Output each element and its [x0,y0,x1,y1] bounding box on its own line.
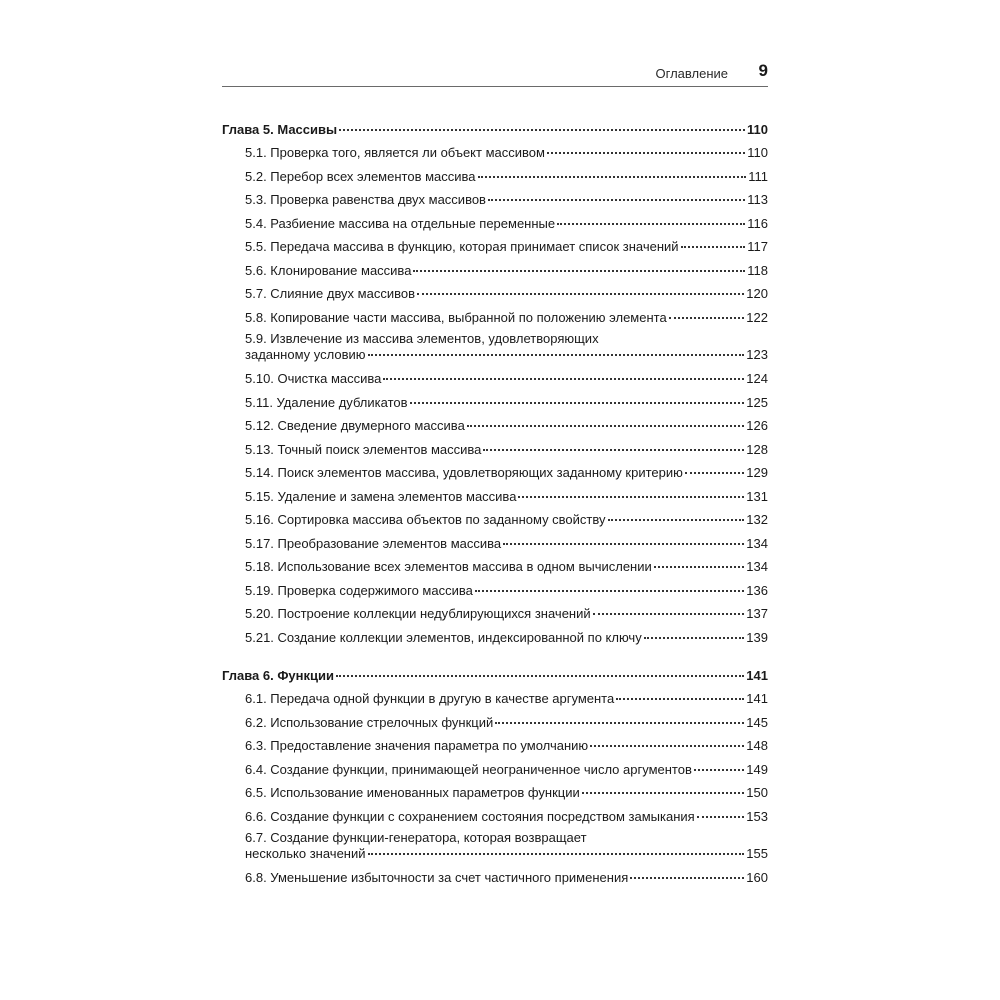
toc-entry-5-8[interactable] [245,306,768,330]
toc-entry-5-4[interactable] [245,212,768,236]
entry-label: 5.4. Разбиение массива на отдельные переменные [245,215,556,231]
toc-entry-6-5[interactable] [245,781,768,805]
dot-leader [557,223,745,225]
dot-leader [368,853,745,855]
toc-entry-6-7[interactable] [245,828,768,866]
toc-entry-5-12[interactable] [245,414,768,438]
entry-label: 6.8. Уменьшение избыточности за счет частичного применения [245,870,629,885]
entry-label: 5.10. Очистка массива [245,371,382,386]
dot-leader [413,270,745,272]
toc-entry-5-2[interactable] [245,165,768,189]
entry-page: 149 [746,761,768,777]
dot-leader [495,722,744,724]
dot-leader [488,199,745,201]
dot-leader [483,449,744,451]
toc-entry-5-1[interactable] [245,141,768,165]
chapter-6-heading[interactable] [222,664,768,687]
toc-entry-5-3[interactable] [245,188,768,212]
entry-page: 155 [746,846,768,861]
entry-label: 6.3. Предоставление значения параметра по умолчанию [245,738,589,753]
toc-entry-5-9[interactable] [245,329,768,367]
entry-label-continued: заданному условию [245,347,366,362]
entry-label: 5.2. Перебор всех элементов массива [245,168,476,184]
dot-leader [417,293,744,295]
toc-entry-6-4[interactable] [245,758,768,782]
entry-label: 5.18. Использование всех элементов массива в одном вычислении [245,559,652,574]
entry-label: 5.8. Копирование части массива, выбранной по положению элемента [245,309,667,325]
toc-entry-5-21[interactable] [245,626,768,650]
entry-page: 120 [746,286,768,301]
chapter-page: 141 [746,668,768,683]
dot-leader [547,152,745,154]
entry-page: 139 [746,629,768,645]
page-number: 9 [758,61,768,80]
entry-label: 5.15. Удаление и замена элементов массива [245,488,517,504]
entry-label: 5.21. Создание коллекции элементов, индексированной по ключу [245,629,642,645]
entry-label: 6.5. Использование именованных параметров функции [245,785,580,800]
dot-leader [336,675,744,677]
entry-label: 5.20. Построение коллекции недублирующихся значений [245,606,591,621]
entry-page: 125 [746,394,768,410]
toc-entry-5-18[interactable] [245,555,768,579]
toc-entry-5-11[interactable] [245,391,768,415]
entry-page: 117 [747,239,768,254]
dot-leader [410,402,745,404]
entry-label: 5.7. Слияние двух массивов [245,286,415,301]
entry-label: 5.3. Проверка равенства двух массивов [245,192,486,207]
entry-label: 6.6. Создание функции с сохранением состояния посредством замыкания [245,808,695,824]
dot-leader [644,637,745,639]
dot-leader [518,496,744,498]
chapter-title: Глава 5. Массивы [222,122,338,137]
toc-entry-6-6[interactable] [245,805,768,829]
toc-entry-5-14[interactable] [245,461,768,485]
entry-page: 141 [746,691,768,706]
entry-page: 137 [746,606,768,621]
entry-label: 6.2. Использование стрелочных функций [245,714,494,730]
page-header [222,60,768,87]
dot-leader [685,472,744,474]
entry-page: 126 [746,418,768,433]
entry-page: 128 [746,441,768,457]
dot-leader [503,543,744,545]
dot-leader [368,354,745,356]
toc-entry-5-5[interactable] [245,235,768,259]
dot-leader [475,590,744,592]
toc-entry-5-20[interactable] [245,602,768,626]
entry-page: 124 [746,371,768,386]
toc-entry-5-17[interactable] [245,532,768,556]
entry-page: 132 [746,512,768,527]
entry-label: 5.19. Проверка содержимого массива [245,582,473,598]
entry-label: 5.12. Сведение двумерного массива [245,418,465,433]
entry-page: 111 [748,168,768,184]
entry-label: 5.14. Поиск элементов массива, удовлетворяющих заданному критерию [245,465,683,480]
dot-leader [697,816,745,818]
table-of-contents [222,118,768,890]
dot-leader [383,378,744,380]
dot-leader [694,769,744,771]
dot-leader [669,317,745,319]
entry-label: 5.9. Извлечение из массива элементов, удовлетворяющих [245,331,599,346]
toc-entry-5-15[interactable] [245,485,768,509]
entry-label: 5.16. Сортировка массива объектов по заданному свойству [245,512,606,527]
entry-page: 150 [746,785,768,800]
entry-page: 118 [747,262,768,278]
entry-label: 5.1. Проверка того, является ли объект массивом [245,145,545,160]
dot-leader [593,613,745,615]
chapter-spacer [222,649,768,664]
entry-label: 5.11. Удаление дубликатов [245,394,408,410]
entry-label-continued: несколько значений [245,846,366,861]
entry-page: 148 [746,738,768,753]
entry-page: 134 [746,535,768,551]
dot-leader [582,792,745,794]
dot-leader [478,176,747,178]
dot-leader [608,519,745,521]
entry-page: 129 [746,465,768,480]
toc-entry-5-7[interactable] [245,282,768,306]
entry-label: 5.5. Передача массива в функцию, которая принимает список значений [245,239,679,254]
toc-entry-6-1[interactable] [245,687,768,711]
entry-page: 145 [746,714,768,730]
entry-page: 153 [746,808,768,824]
toc-entry-6-2[interactable] [245,711,768,735]
entry-page: 131 [746,488,768,504]
entry-page: 136 [746,582,768,598]
entry-label: 5.13. Точный поиск элементов массива [245,441,482,457]
dot-leader [590,745,744,747]
entry-label: 6.1. Передача одной функции в другую в качестве аргумента [245,691,615,706]
entry-label: 5.6. Клонирование массива [245,262,412,278]
entry-label: 5.17. Преобразование элементов массива [245,535,502,551]
toc-entry-5-16[interactable] [245,508,768,532]
entry-page: 123 [746,347,768,362]
toc-entry-5-10[interactable] [245,367,768,391]
entry-page: 134 [746,559,768,574]
dot-leader [630,877,744,879]
chapter-page: 110 [747,122,768,137]
entry-label: 6.7. Создание функции-генератора, которая возвращает [245,830,587,845]
dot-leader [681,246,746,248]
dot-leader [339,129,745,131]
toc-entry-5-13[interactable] [245,438,768,462]
dot-leader [467,425,744,427]
toc-entry-6-3[interactable] [245,734,768,758]
entry-page: 110 [747,145,768,160]
entry-page: 113 [747,192,768,207]
toc-entry-5-6[interactable] [245,259,768,283]
dot-leader [654,566,745,568]
dot-leader [616,698,744,700]
entry-page: 116 [747,215,768,231]
toc-entry-6-8[interactable] [245,866,768,890]
entry-page: 122 [746,309,768,325]
running-title: Оглавление [655,66,728,81]
chapter-title: Глава 6. Функции [222,668,334,683]
toc-entry-5-19[interactable] [245,579,768,603]
chapter-5-heading[interactable] [222,118,768,141]
entry-page: 160 [746,870,768,885]
entry-label: 6.4. Создание функции, принимающей неограниченное число аргументов [245,761,692,777]
